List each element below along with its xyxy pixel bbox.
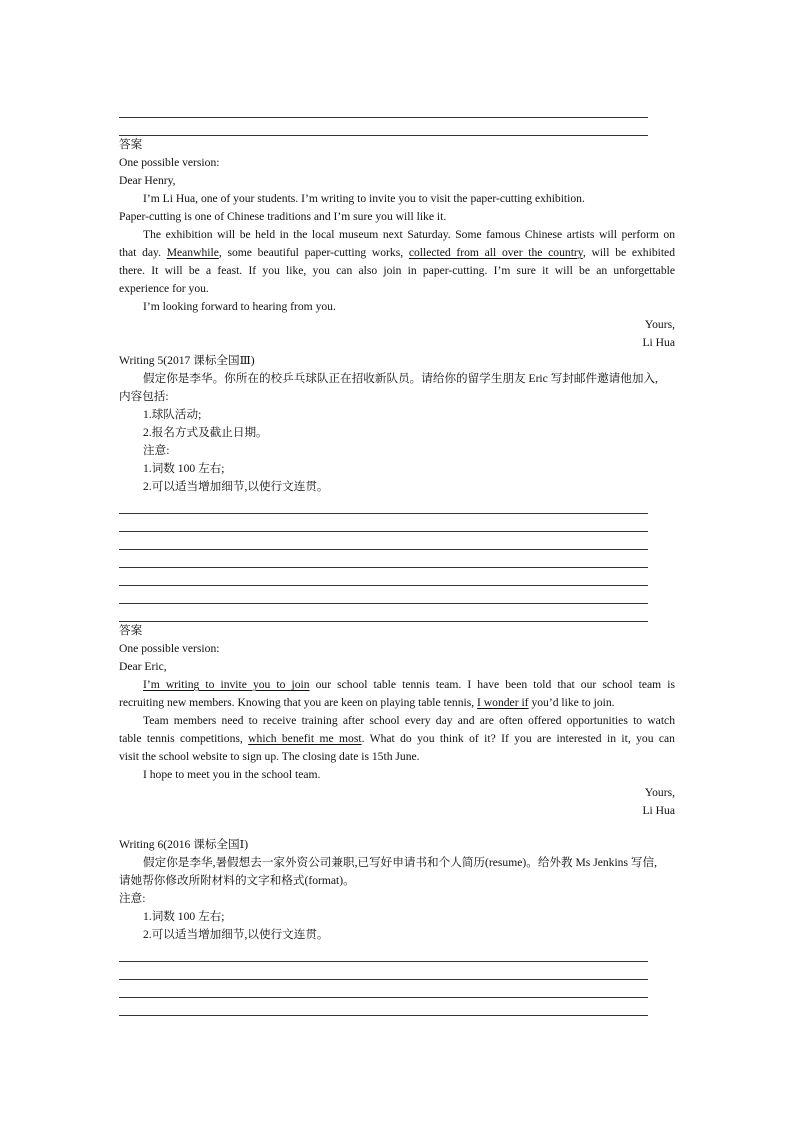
letter-paragraph-line (119, 694, 675, 712)
text-span: . What do you think of it? If you are interested in it, you can (361, 732, 675, 745)
letter-paragraph-line: visit the school website to sign up. The closing date is 15th June. (119, 750, 420, 763)
letter-paragraph-line (119, 244, 675, 262)
note-label: 注意: (119, 892, 146, 905)
text-span: recruiting new members. Knowing that you are keen on playing table tennis, (119, 696, 478, 709)
underlined-phrase: I’m writing to invite you to join (143, 678, 310, 691)
letter-closing: Yours, (644, 786, 675, 799)
text-span: you’d like to join. (528, 696, 615, 709)
prompt-line: 假定你是李华。你所在的校乒乓球队正在招收新队员。请给你的留学生朋友 Eric 写封邮件邀请他加入, (143, 372, 658, 385)
writing-line (119, 514, 675, 532)
letter-paragraph-line: I’m looking forward to hearing from you. (143, 300, 336, 313)
letter-paragraph-line: experience for you. (119, 282, 209, 295)
writing-title: Writing 5(2017 课标全国Ⅲ) (119, 354, 255, 367)
writing-title: Writing 6(2016 课标全国Ⅰ) (119, 838, 249, 851)
answer-label: 答案 (119, 624, 143, 637)
letter-paragraph-line: Team members need to receive training after school every day and are often offered opportunities to watch (143, 714, 675, 727)
underlined-phrase: which benefit me most (248, 732, 362, 745)
writing-line (119, 962, 675, 980)
text-span: our school table tennis team. I have been told that our school team is (309, 678, 675, 691)
text-span: , some beautiful paper-cutting works, (218, 246, 409, 259)
spacer (119, 820, 675, 836)
prompt-line: 请她帮你修改所附材料的文字和格式(format)。 (119, 874, 355, 887)
writing-line (119, 118, 675, 136)
writing-line (119, 532, 675, 550)
writing-line (119, 998, 675, 1016)
letter-paragraph-line: I’m Li Hua, one of your students. I’m writing to invite you to visit the paper-cutting exhibition. (143, 192, 585, 205)
version-label: One possible version: (119, 642, 220, 655)
letter-paragraph-line: Paper-cutting is one of Chinese traditions and I’m sure you will like it. (119, 210, 447, 223)
writing-line (119, 568, 675, 586)
writing-line (119, 586, 675, 604)
underlined-phrase: I wonder if (477, 696, 529, 709)
text-span: , will be exhibited (582, 246, 675, 259)
writing-line (119, 550, 675, 568)
prompt-item: 2.报名方式及截止日期。 (143, 426, 268, 439)
letter-greeting: Dear Eric, (119, 660, 167, 673)
underlined-phrase: Meanwhile (166, 246, 219, 259)
letter-paragraph-line: The exhibition will be held in the local museum next Saturday. Some famous Chinese artists will perform on (143, 228, 675, 241)
document-page (119, 100, 675, 1016)
text-span: that day. (119, 246, 167, 259)
writing-line (119, 980, 675, 998)
note-item: 1.词数 100 左右; (143, 462, 225, 475)
note-item: 2.可以适当增加细节,以使行文连贯。 (143, 928, 329, 941)
writing-line (119, 944, 675, 962)
note-item: 1.词数 100 左右; (143, 910, 225, 923)
prompt-line: 假定你是李华,暑假想去一家外资公司兼职,已写好申请书和个人简历(resume)。给外教 Ms Jenkins 写信, (143, 856, 657, 869)
prompt-line: 内容包括: (119, 390, 169, 403)
letter-paragraph-line: there. It will be a feast. If you like, you can also join in paper-cutting. I’m sure it will be an unforgettable (119, 264, 675, 277)
note-item: 2.可以适当增加细节,以使行文连贯。 (143, 480, 329, 493)
writing-line (119, 100, 675, 118)
note-label: 注意: (143, 444, 170, 457)
letter-paragraph-line: I hope to meet you in the school team. (143, 768, 321, 781)
letter-paragraph-line (119, 676, 675, 694)
text-span: table tennis competitions, (119, 732, 249, 745)
letter-signature: Li Hua (642, 336, 675, 349)
answer-label: 答案 (119, 138, 143, 151)
letter-signature: Li Hua (642, 804, 675, 817)
underlined-phrase: collected from all over the country (408, 246, 583, 259)
letter-paragraph-line (119, 730, 675, 748)
letter-closing: Yours, (644, 318, 675, 331)
prompt-item: 1.球队活动; (143, 408, 202, 421)
version-label: One possible version: (119, 156, 220, 169)
writing-line (119, 496, 675, 514)
letter-greeting: Dear Henry, (119, 174, 176, 187)
writing-line (119, 604, 675, 622)
